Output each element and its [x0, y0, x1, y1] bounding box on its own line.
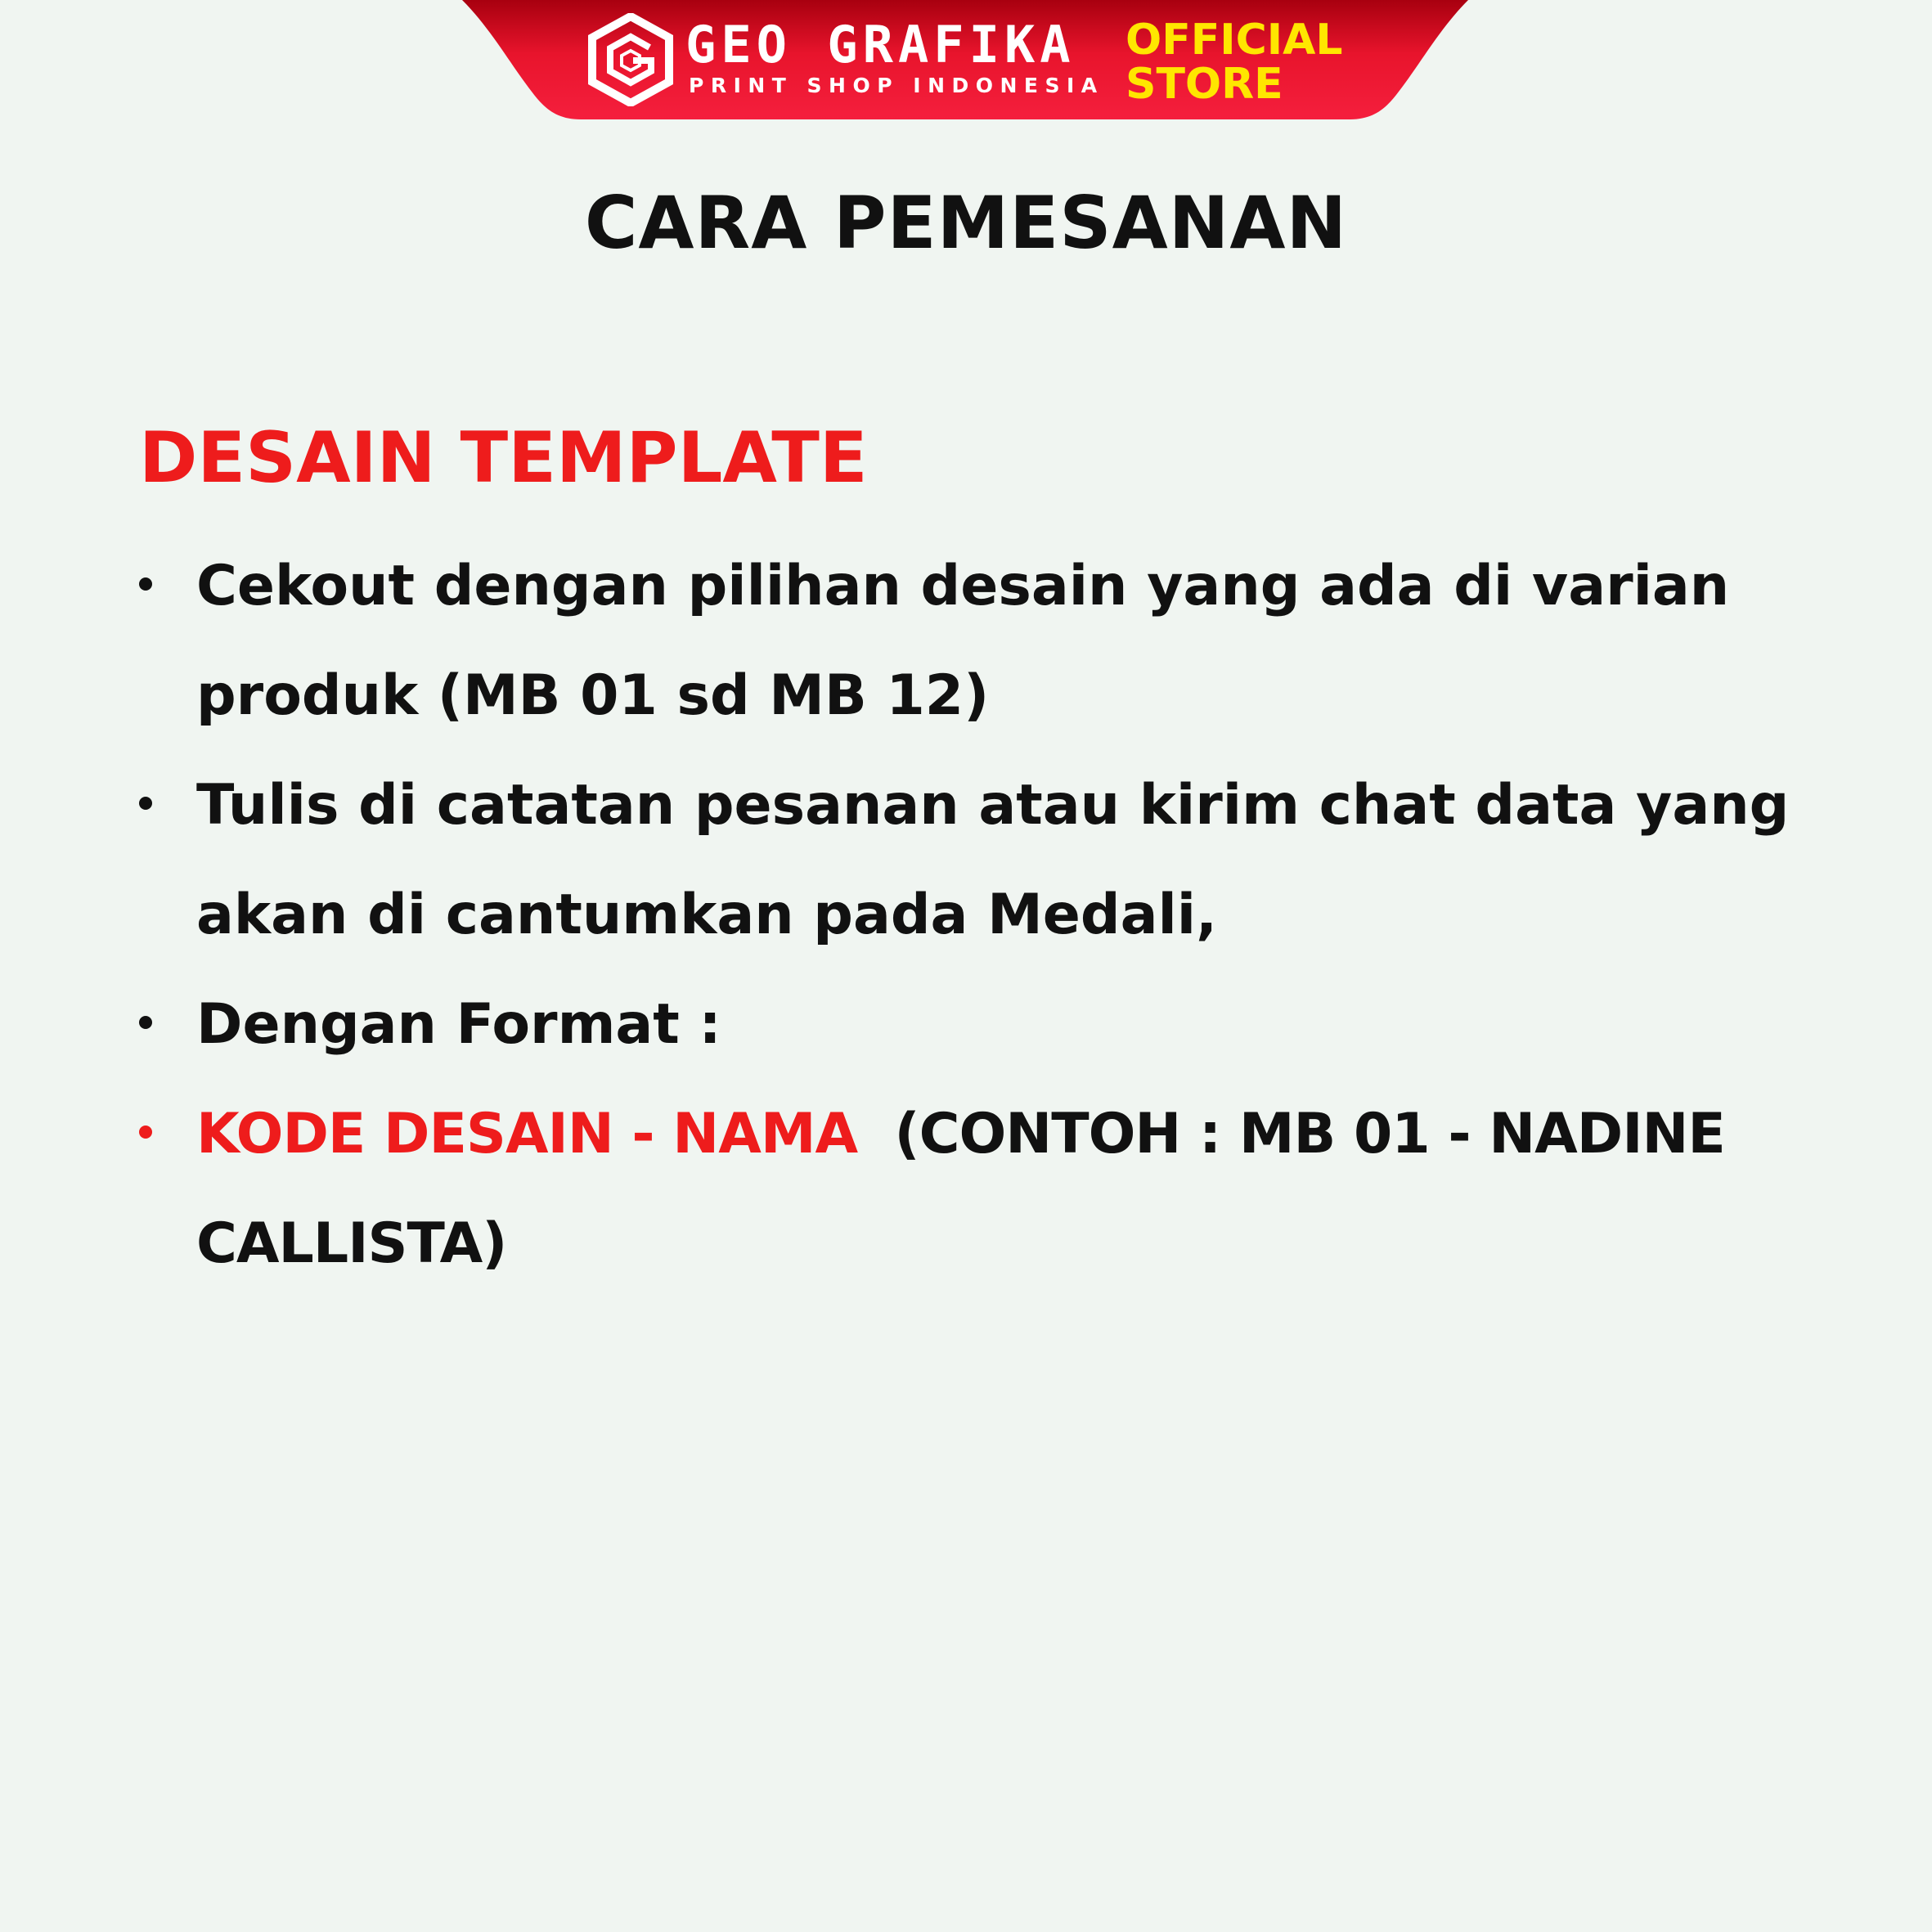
step-item: [137, 532, 1822, 751]
format-example: (CONTOH : MB 01 - NADINE CALLISTA): [196, 1102, 1725, 1276]
bullet-icon: [139, 577, 152, 591]
hexagon-g-logo-icon: [587, 13, 674, 106]
step-text: Cekout dengan pilihan desain yang ada di varian produk (MB 01 sd MB 12): [196, 554, 1730, 728]
order-steps-list: [137, 532, 1822, 1299]
bullet-icon: [139, 1126, 152, 1139]
step-text: Dengan Format :: [196, 992, 721, 1057]
brand-tagline: PRINT SHOP INDONESIA: [689, 74, 1104, 97]
official-store-badge: [1126, 16, 1343, 109]
section-title: DESAIN TEMPLATE: [139, 417, 868, 499]
step-item: [137, 751, 1822, 970]
step-item: [137, 970, 1822, 1080]
brand-name: GEO GRAFIKA: [685, 15, 1076, 74]
badge-line-official: OFFICIAL: [1126, 16, 1343, 65]
page-title: CARA PEMESANAN: [584, 181, 1348, 265]
bullet-icon: [139, 797, 152, 810]
step-item-format: [137, 1080, 1822, 1299]
step-text: Tulis di catatan pesanan atau kirim chat data yang akan di cantumkan pada Medali,: [196, 773, 1790, 947]
bullet-icon: [139, 1016, 152, 1029]
badge-line-store: STORE: [1126, 60, 1283, 109]
format-code-label: KODE DESAIN - NAMA: [196, 1102, 858, 1166]
